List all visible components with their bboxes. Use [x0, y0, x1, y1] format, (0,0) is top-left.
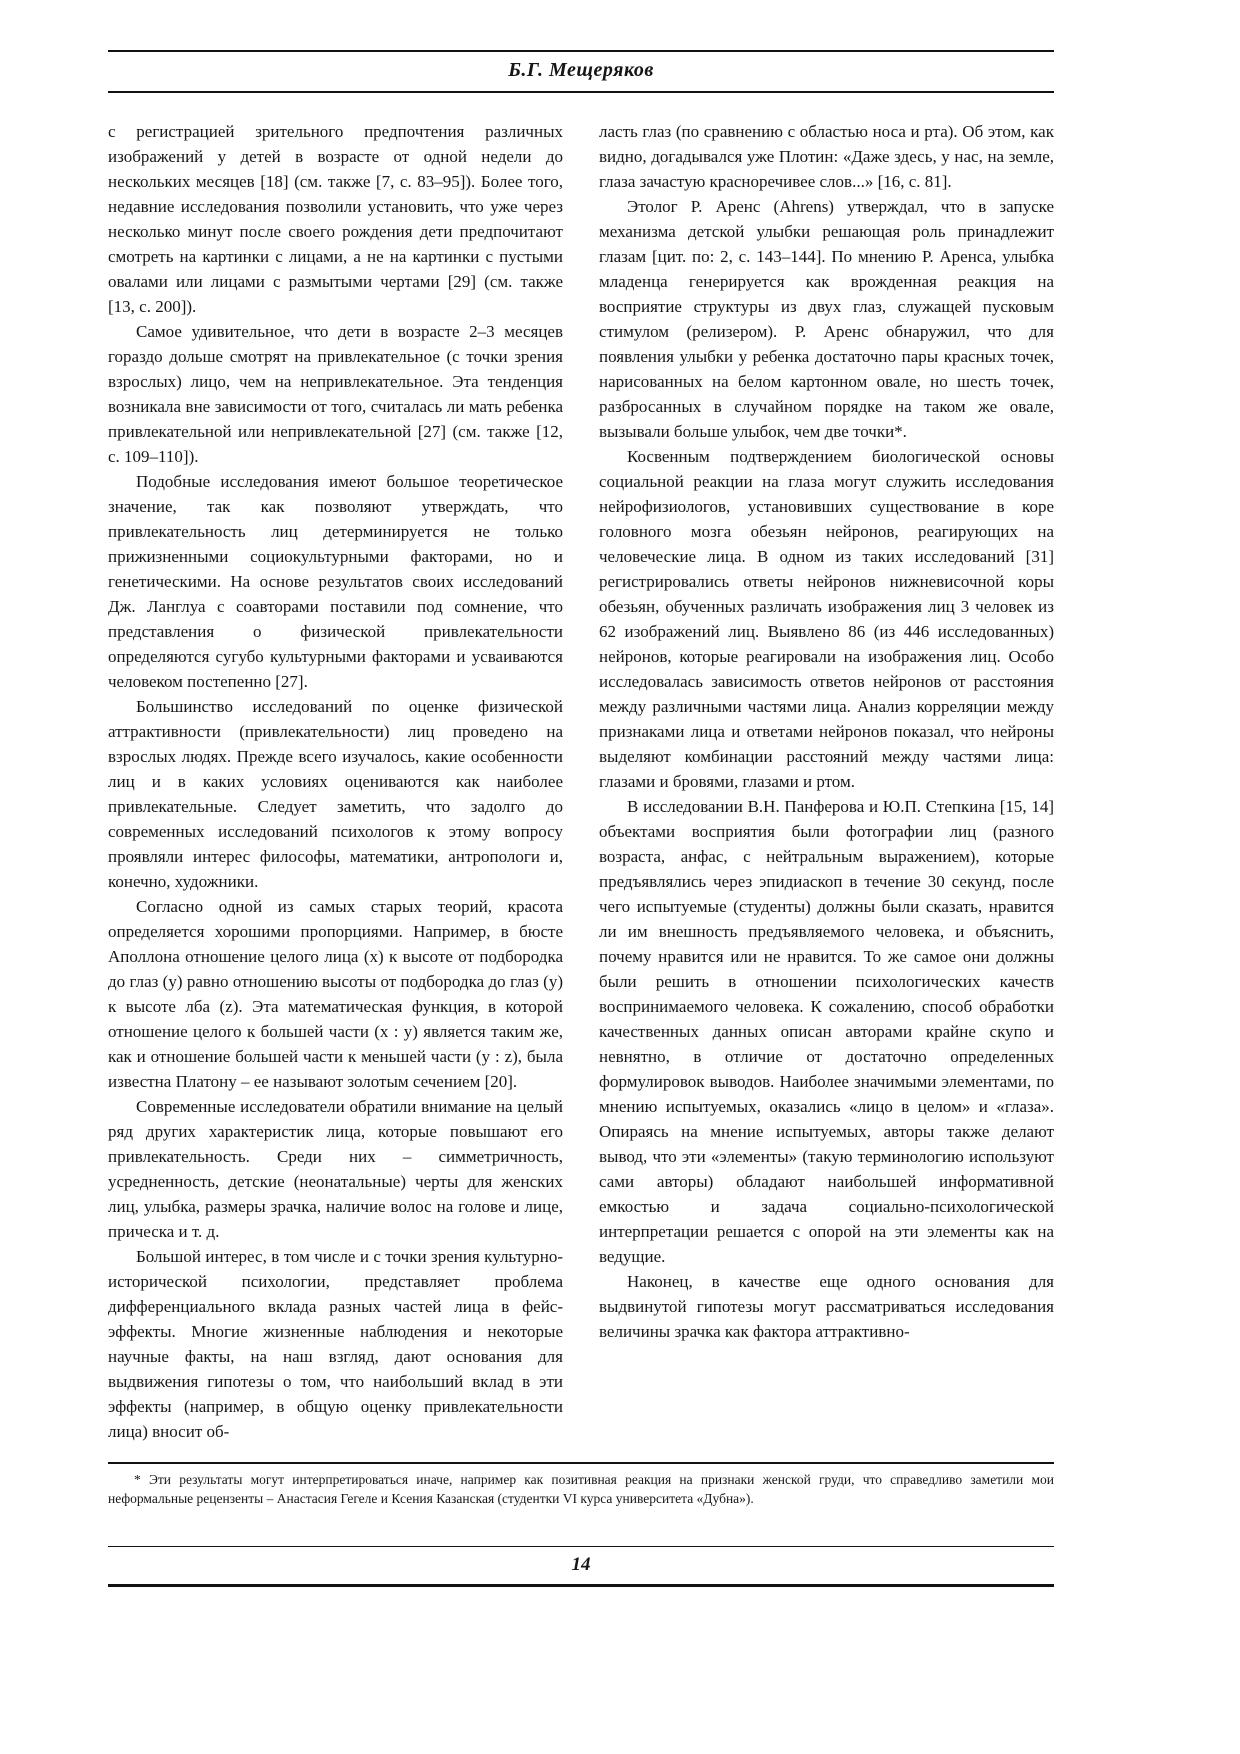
paragraph: с регистрацией зрительного предпочтения различных изображений у детей в возрасте от одной недели до нескольких месяцев [18] (см. также [7, с. 83–95]). Более того, недавние исследования позволили установить, что уже через несколько минут после своего рождения дети предпочитают смотреть на картинки с лицами, а не на картинки с пустыми овалами или лицами с размытыми чертами [29] (см. также [13, с. 200]). — [108, 122, 563, 316]
footnote-rule — [108, 1462, 1054, 1464]
paragraph: Подобные исследования имеют большое теоретическое значение, так как позволяют утверждать, что привлекательность лиц детерминируется не только прижизненными социокультурными факторами, но и генетическими. На основе результатов своих исследований Дж. Ланглуа с соавторами поставили под сомнение, что представления о физической привлекательности определяются сугубо культурными факторами и усваиваются человеком постепенно [27]. — [108, 472, 563, 691]
paragraph: ласть глаз (по сравнению с областью носа и рта). Об этом, как видно, догадывался уже Плотин: «Даже здесь, у нас, на земле, глаза зачастую красноречивее слов...» [16, с. 81]. — [599, 122, 1054, 191]
body-text — [108, 119, 1054, 1444]
header-rule-bottom — [108, 91, 1054, 94]
paragraph: Современные исследователи обратили внимание на целый ряд других характеристик лица, которые повышают его привлекательность. Среди них – симметричность, усредненность, детские (неонатальные) черты для женских лиц, улыбка, размеры зрачка, наличие волос на голове и лице, прическа и т. д. — [108, 1097, 563, 1241]
running-head-author: Б.Г. Мещеряков — [508, 58, 654, 81]
paragraph: Косвенным подтверждением биологической основы социальной реакции на глаза могут служить исследования нейрофизиологов, установивших существование в коре головного мозга обезьян нейронов, реагирующих на человеческие лица. В одном из таких исследований [31] регистрировались ответы нейронов нижневисочной коры обезьян, обученных различать изображения лиц 3 человек из 62 изображений лиц. Выявлено 86 (из 446 исследованных) нейронов, которые реагировали на изображения лиц. Особо исследовалась зависимость ответов нейронов от расстояния между различными частями лица. Анализ корреляции между признаками лица и ответами нейронов показал, что нейроны выделяют комбинации расстояний между частями лица: глазами и бровями, глазами и ртом. — [599, 447, 1054, 791]
paragraph: В исследовании В.Н. Панферова и Ю.П. Степкина [15, 14] объектами восприятия были фотографии лиц (разного возраста, анфас, с нейтральным выражением), которые предъявлялись через эпидиаскоп в течение 30 секунд, после чего испытуемые (студенты) должны были сказать, нравится ли им внешность предъявляемого человека, и объяснить, почему нравится или не нравится. То же самое они должны были решить в отношении психологических качеств воспринимаемого человека. К сожалению, способ обработки качественных данных описан авторами крайне скупо и невнятно, в отличие от достаточно определенных формулировок выводов. Наиболее значимыми элементами, по мнению испытуемых, оказались «лицо в целом» и «глаза». Опираясь на мнение испытуемых, авторы также делают вывод, что эти «элементы» (такую терминологию используют сами авторы) обладают наибольшей информативной емкостью и задача социально-психологической интерпретации решается с опорой на эти элементы как на ведущие. — [599, 797, 1054, 1266]
right-column — [599, 119, 1054, 1344]
page-footer — [108, 1546, 1054, 1587]
footnote-text: * Эти результаты могут интерпретироваться иначе, например как позитивная реакция на признаки женской груди, что справедливо заметили мои неформальные рецензенты – Анастасия Гегеле и Ксения Казанская (студентки VI курса университета «Дубна»). — [108, 1471, 1054, 1506]
paragraph: Наконец, в качестве еще одного основания для выдвинутой гипотезы могут рассматриваться исследования величины зрачка как фактора аттрактивно- — [599, 1272, 1054, 1341]
paragraph: Этолог Р. Аренс (Ahrens) утверждал, что в запуске механизма детской улыбки решающая роль принадлежит глазам [цит. по: 2, с. 143–144]. По мнению Р. Аренса, улыбка младенца генерируется как врожденная реакция на восприятие структуры из двух глаз, служащей пусковым стимулом (релизером). Р. Аренс обнаружил, что для появления улыбки у ребенка достаточно пары красных точек, нарисованных на белом картонном овале, но шесть точек, разбросанных в случайном порядке на таком же овале, вызывали больше улыбок, чем две точки*. — [599, 197, 1054, 441]
page-header — [108, 50, 1054, 93]
paragraph: Самое удивительное, что дети в возрасте 2–3 месяцев гораздо дольше смотрят на привлекательное (с точки зрения взрослых) лицо, чем на непривлекательное. Эта тенденция возникала вне зависимости от того, считалась ли мать ребенка привлекательной или непривлекательной [27] (см. также [12, с. 109–110]). — [108, 322, 563, 466]
paragraph: Большинство исследований по оценке физической аттрактивности (привлекательности) лиц проведено на взрослых людях. Прежде всего изучалось, какие особенности лиц и в каких условиях оцениваются как наиболее привлекательные. Следует заметить, что задолго до современных исследований психологов к этому вопросу проявляли интерес философы, математики, антропологи и, конечно, художники. — [108, 697, 563, 891]
paragraph: Согласно одной из самых старых теорий, красота определяется хорошими пропорциями. Например, в бюсте Аполлона отношение целого лица (x) к высоте от подбородка до глаз (y) равно отношению высоты от подбородка до глаз (y) к высоте лба (z). Эта математическая функция, в которой отношение целого к большей части (x : y) является таким же, как и отношение большей части к меньшей части (y : z), была известна Платону – ее называют золотым сечением [20]. — [108, 897, 563, 1091]
footnote-section — [108, 1462, 1054, 1508]
page-number: 14 — [571, 1554, 591, 1575]
footer-rule-bottom — [108, 1584, 1054, 1587]
left-column — [108, 119, 563, 1444]
paragraph: Большой интерес, в том числе и с точки зрения культурно-исторической психологии, представляет проблема дифференциального вклада разных частей лица в фейс-эффекты. Многие жизненные наблюдения и некоторые научные факты, на наш взгляд, дают основания для выдвижения гипотезы о том, что наибольший вклад в эти эффекты (например, в общую оценку привлекательности лица) вносит об- — [108, 1247, 563, 1441]
